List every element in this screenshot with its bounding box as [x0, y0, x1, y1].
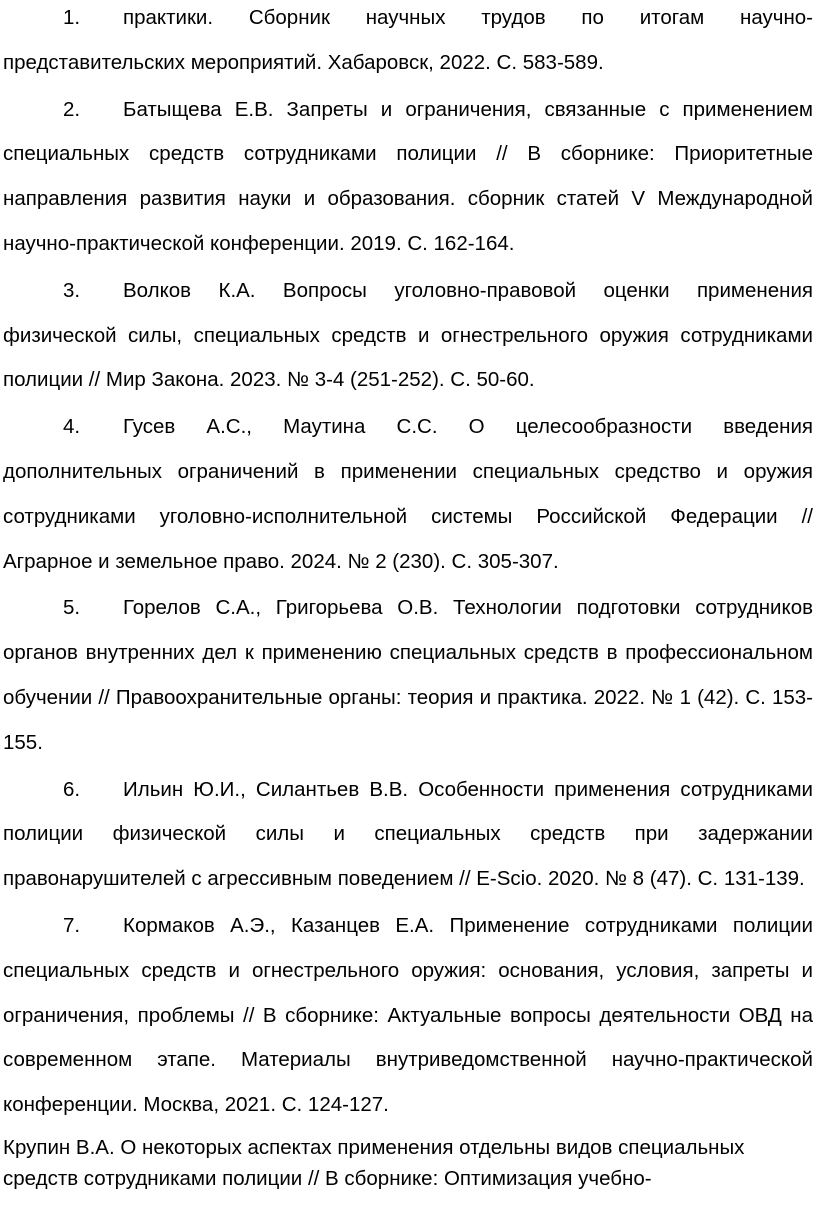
reference-number: 2.	[63, 97, 81, 121]
reference-item-5	[3, 586, 813, 765]
reference-text: Волков К.А. Вопросы уголовно-правовой оценки применения физической силы, специальных средств и огнестрельного оружия сотрудниками полиции // Мир Закона. 2023. № 3-4 (251-252). С. 50-60.	[3, 278, 813, 392]
trailing-reference-text: Крупин В.А. О некоторых аспектах применения отдельны видов специальных средств сотрудниками полиции // В сборнике: Оптимизация учебно-	[3, 1135, 745, 1190]
reference-number: 1.	[63, 6, 81, 29]
reference-text: Батыщева Е.В. Запреты и ограничения, связанные с применением специальных средств сотрудниками полиции // В сборнике: Приоритетные направления развития науки и образования. сборник статей V Международной научно-практической конференции. 2019. С. 162-164.	[3, 97, 813, 255]
reference-text: Горелов С.А., Григорьева О.В. Технологии подготовки сотрудников органов внутренних дел к применению специальных средств в профессиональном обучении // Правоохранительные органы: теория и практика. 2022. № 1 (42). С. 153-155.	[3, 596, 813, 754]
reference-number: 3.	[63, 278, 81, 302]
reference-item-4	[3, 405, 813, 584]
reference-text: практики. Сборник научных трудов по итогам научно-представительских мероприятий. Хабаровск, 2022. С. 583-589.	[3, 6, 813, 74]
reference-text: Ильин Ю.И., Силантьев В.В. Особенности применения сотрудниками полиции физической силы и специальных средств при задержании правонарушителей с агрессивным поведением // E-Scio. 2020. № 8 (47). С. 131-139.	[3, 777, 813, 891]
reference-number: 7.	[63, 913, 81, 937]
reference-item-1	[3, 0, 813, 86]
reference-number: 4.	[63, 415, 81, 439]
reference-item-3	[3, 269, 813, 403]
reference-number: 6.	[63, 777, 81, 801]
reference-text: Гусев А.С., Маутина С.С. О целесообразности введения дополнительных ограничений в применении специальных средство и оружия сотрудниками уголовно-исполнительной системы Российской Федерации // Аграрное и земельное право. 2024. № 2 (230). С. 305-307.	[3, 415, 813, 573]
reference-item-6	[3, 768, 813, 902]
reference-item-2	[3, 88, 813, 267]
reference-item-7	[3, 904, 813, 1128]
reference-text: Кормаков А.Э., Казанцев Е.А. Применение сотрудниками полиции специальных средств и огнестрельного оружия: основания, условия, запреты и ограничения, проблемы // В сборнике: Актуальные вопросы деятельности ОВД на современном этапе. Материалы внутриведомственной научно-практической конференции. Москва, 2021. С. 124-127.	[3, 913, 813, 1117]
reference-number: 5.	[63, 596, 81, 620]
